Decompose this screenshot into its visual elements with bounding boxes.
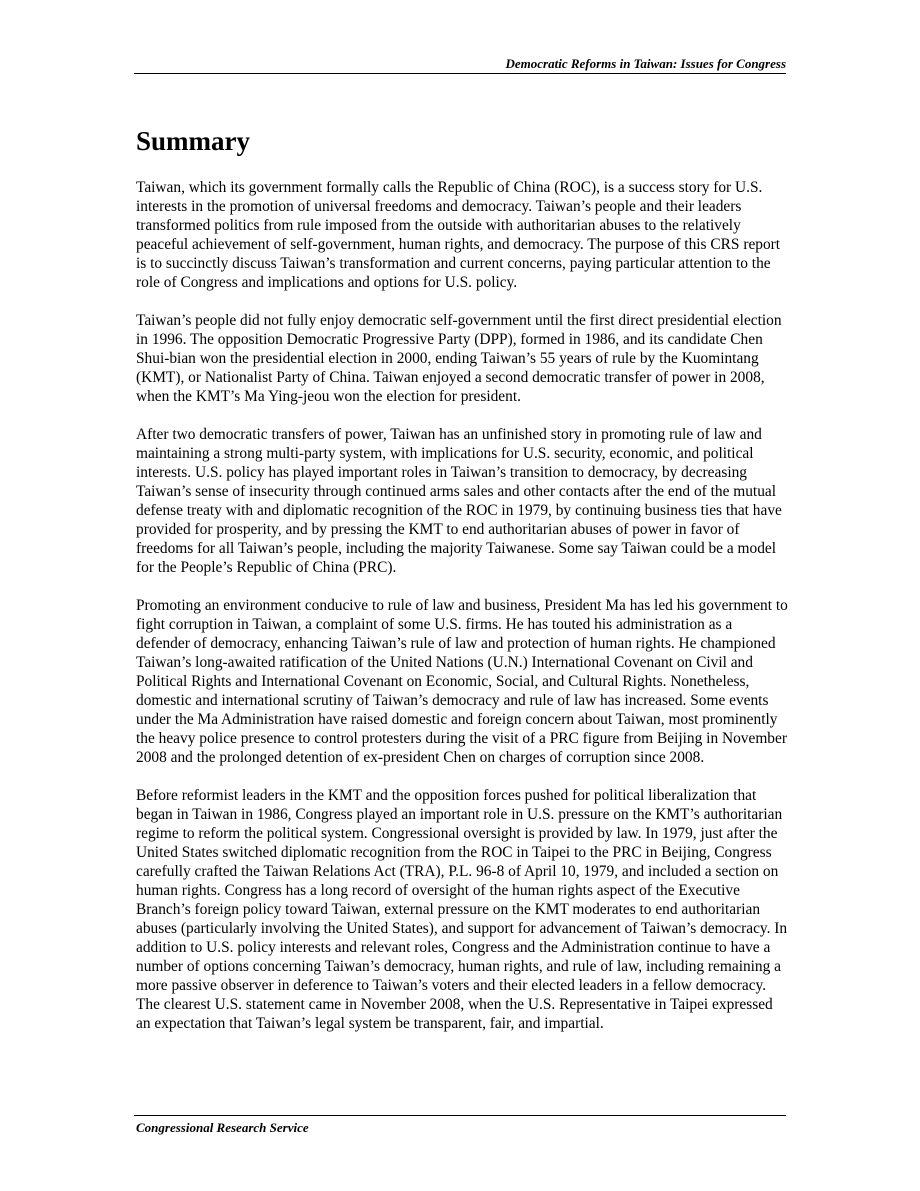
summary-paragraph-3: After two democratic transfers of power, Taiwan has an unfinished story in promoting rule of law and maintaining a strong multi-party system, with implications for U.S. security, economic, and political interests. U.S. policy has played important roles in Taiwan’s transition to democracy, by decreasing Taiwan’s sense of insecurity through continued arms sales and other contacts after the end of the mutual defense treaty with and diplomatic recognition of the ROC in 1979, by continuing business ties that have provided for prosperity, and by pressing the KMT to end authoritarian abuses of power in favor of freedoms for all Taiwan’s people, including the majority Taiwanese. Some say Taiwan could be a model for the People’s Republic of China (PRC). xyxy=(136,426,782,576)
summary-paragraph-4: Promoting an environment conducive to rule of law and business, President Ma has led his government to fight corruption in Taiwan, a complaint of some U.S. firms. He has touted his administration as a defender of democracy, enhancing Taiwan’s rule of law and protection of human rights. He championed Taiwan’s long-awaited ratification of the United Nations (U.N.) International Covenant on Civil and Political Rights and International Covenant on Economic, Social, and Cultural Rights. Nonetheless, domestic and international scrutiny of Taiwan’s democracy and rule of law has increased. Some events under the Ma Administration have raised domestic and foreign concern about Taiwan, most prominently the heavy police presence to control protesters during the visit of a PRC figure from Beijing in November 2008 and the prolonged detention of ex-president Chen on charges of corruption since 2008. xyxy=(136,597,788,766)
summary-body xyxy=(136,178,788,1052)
running-footer: Congressional Research Service xyxy=(136,1120,309,1135)
running-header: Democratic Reforms in Taiwan: Issues for Congress xyxy=(505,56,786,71)
footer-rule xyxy=(134,1115,786,1116)
summary-paragraph-1: Taiwan, which its government formally calls the Republic of China (ROC), is a success story for U.S. interests in the promotion of universal freedoms and democracy. Taiwan’s people and their leaders transformed politics from rule imposed from the outside with authoritarian abuses to the relatively peaceful achievement of self-government, human rights, and democracy. The purpose of this CRS report is to succinctly discuss Taiwan’s transformation and current concerns, paying particular attention to the role of Congress and implications and options for U.S. policy. xyxy=(136,179,781,291)
header-rule xyxy=(134,73,786,74)
summary-paragraph-5: Before reformist leaders in the KMT and the opposition forces pushed for political liberalization that began in Taiwan in 1986, Congress played an important role in U.S. pressure on the KMT’s authoritarian regime to reform the political system. Congressional oversight is provided by law. In 1979, just after the United States switched diplomatic recognition from the ROC in Taipei to the PRC in Beijing, Congress carefully crafted the Taiwan Relations Act (TRA), P.L. 96-8 of April 10, 1979, and included a section on human rights. Congress has a long record of oversight of the human rights aspect of the Executive Branch’s foreign policy toward Taiwan, external pressure on the KMT moderates to end authoritarian abuses (particularly involving the United States), and support for advancement of Taiwan’s democracy. In addition to U.S. policy interests and relevant roles, Congress and the Administration continue to have a number of options concerning Taiwan’s democracy, human rights, and rule of law, including remaining a more passive observer in deference to Taiwan’s voters and their elected leaders in a fellow democracy. The clearest U.S. statement came in November 2008, when the U.S. Representative in Taipei expressed an expectation that Taiwan’s legal system be transparent, fair, and impartial. xyxy=(136,787,788,1032)
page-title: Summary xyxy=(136,126,250,156)
summary-paragraph-2: Taiwan’s people did not fully enjoy democratic self-government until the first direct presidential election in 1996. The opposition Democratic Progressive Party (DPP), formed in 1986, and its candidate Chen Shui-bian won the presidential election in 2000, ending Taiwan’s 55 years of rule by the Kuomintang (KMT), or Nationalist Party of China. Taiwan enjoyed a second democratic transfer of power in 2008, when the KMT’s Ma Ying-jeou won the election for president. xyxy=(136,312,782,405)
